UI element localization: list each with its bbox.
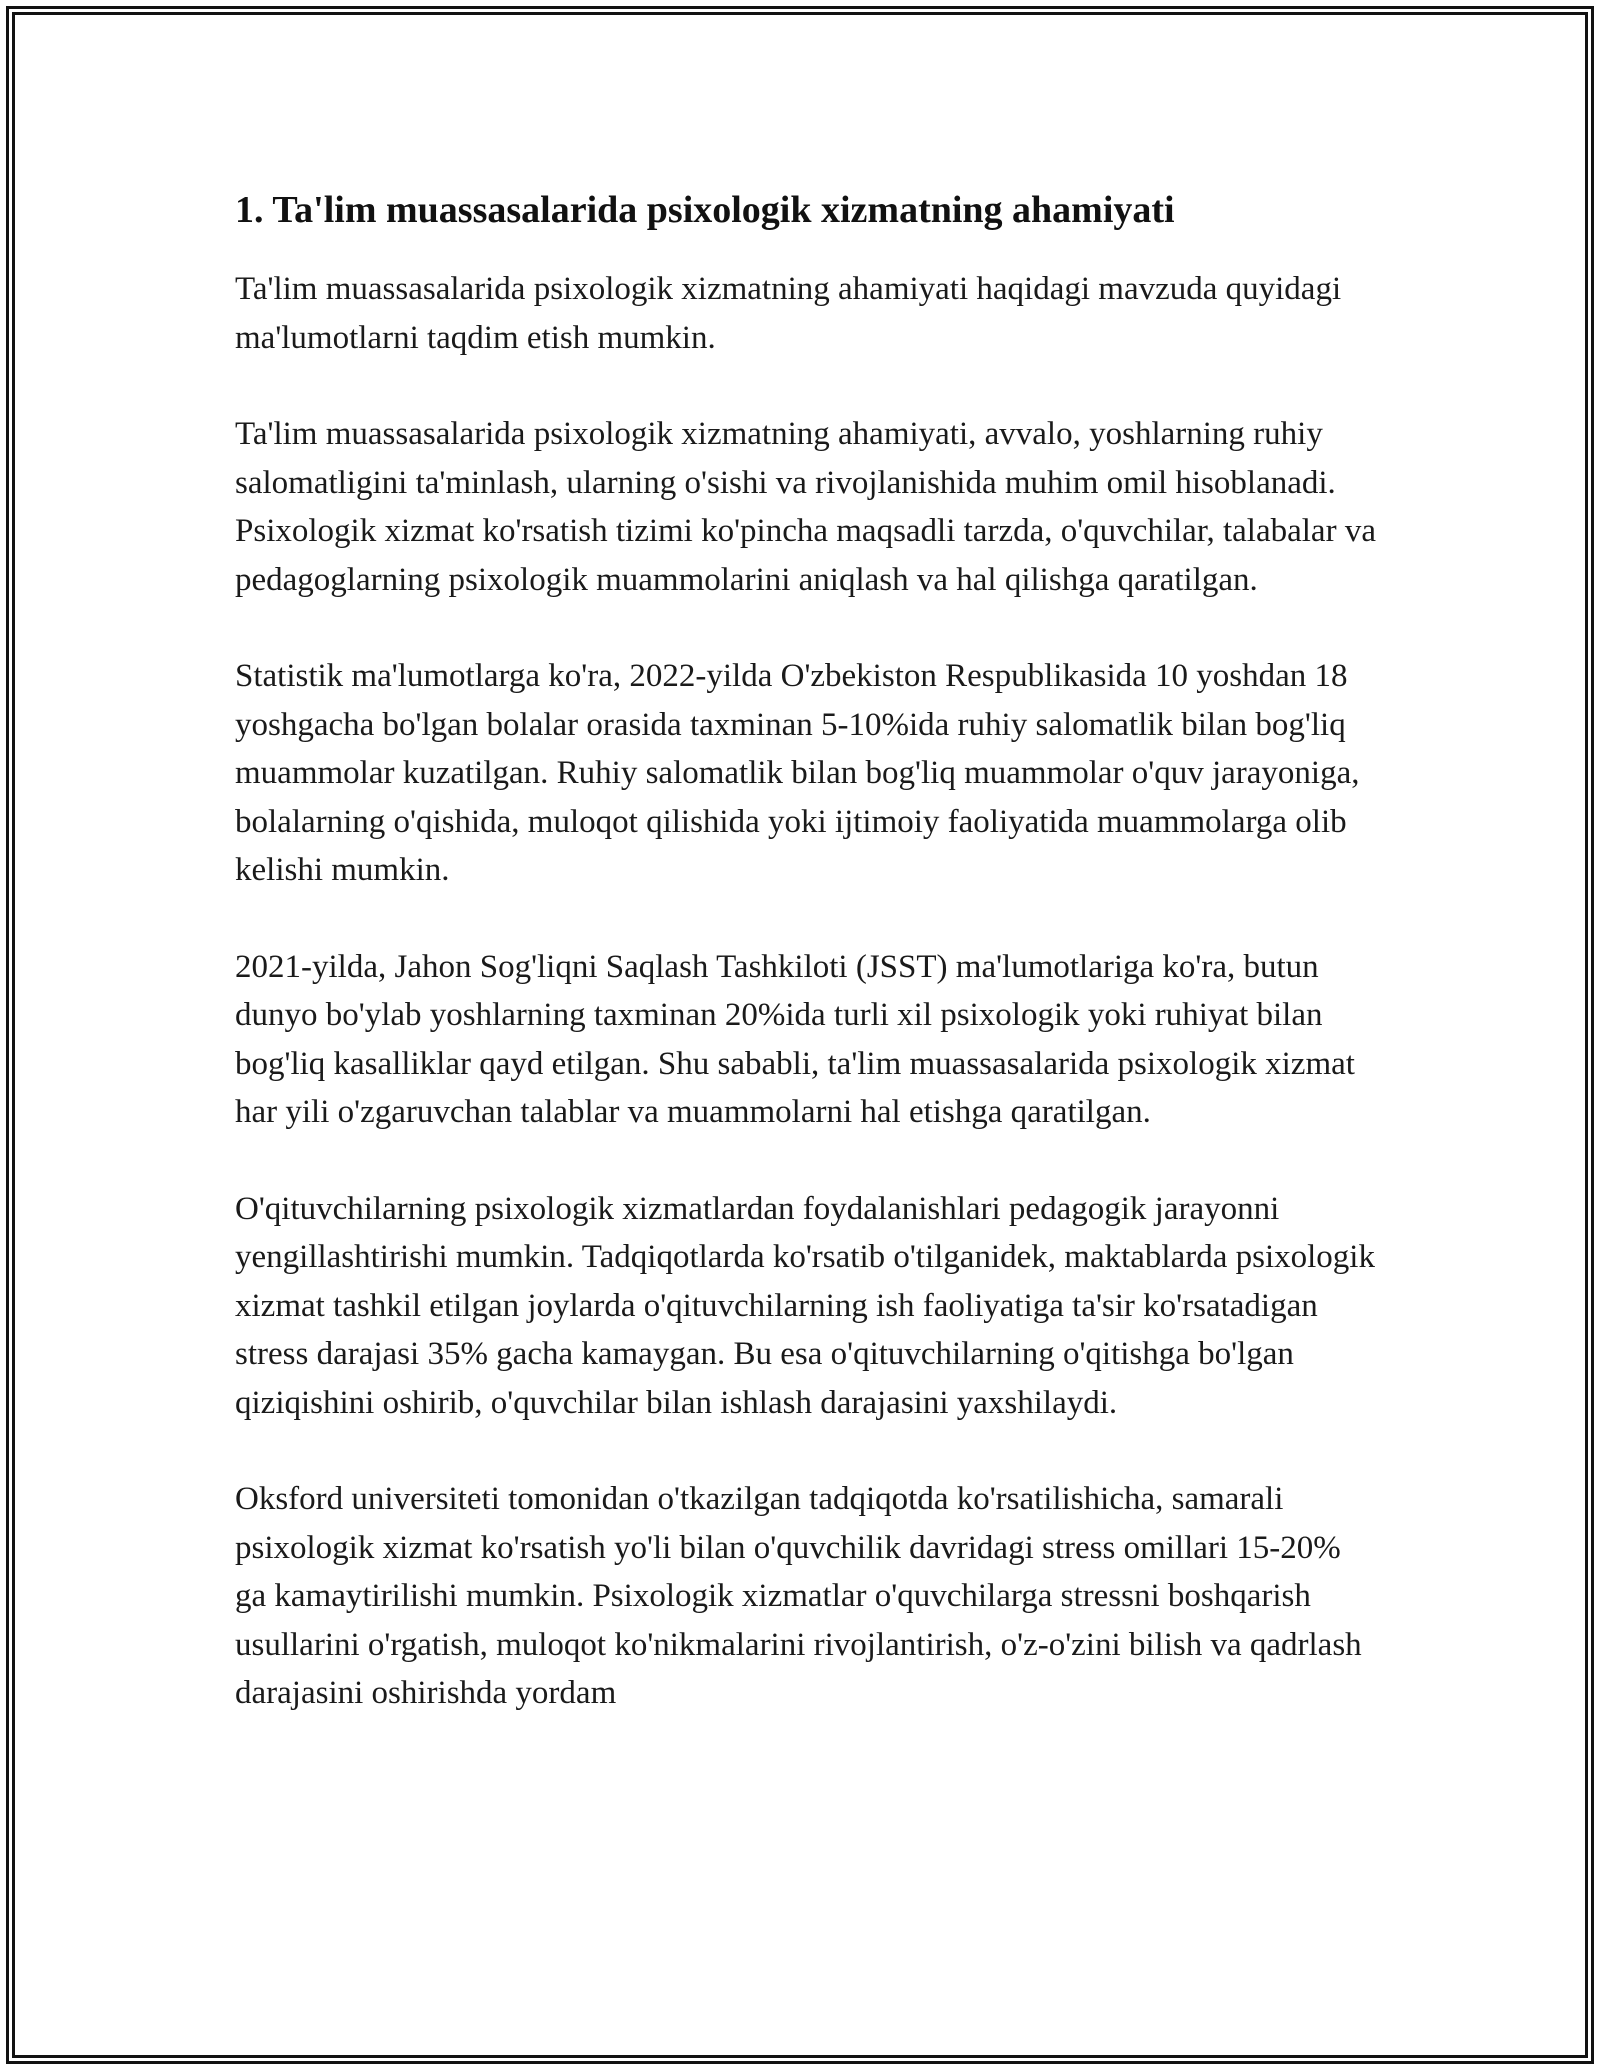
document-body	[235, 186, 1380, 1766]
paragraph-importance: Ta'lim muassasalarida psixologik xizmatning ahamiyati, avvalo, yoshlarning ruhiy salomatligini ta'minlash, ularning o'sishi va rivojlanishida muhim omil hisoblanadi. Psixologik xizmat ko'rsatish tizimi ko'pincha maqsadli tarzda, o'quvchilar, talabalar va pedagoglarning psixologik muammolarini aniqlash va hal qilishga qaratilgan.	[235, 416, 1376, 598]
paragraph-oxford-study: Oksford universiteti tomonidan o'tkazilgan tadqiqotda ko'rsatilishicha, samarali psixologik xizmat ko'rsatish yo'li bilan o'quvchilik davridagi stress omillari 15-20% ga kamaytirilishi mumkin. Psixologik xizmatlar o'quvchilarga stressni boshqarish usullarini o'rgatish, muloqot ko'nikmalarini rivojlantirish, o'z-o'zini bilish va qadrlash darajasini oshirishda yordam	[235, 1481, 1362, 1712]
paragraph-teachers: O'qituvchilarning psixologik xizmatlardan foydalanishlari pedagogik jarayonni yengillashtirishi mumkin. Tadqiqotlarda ko'rsatib o'tilganidek, maktablarda psixologik xizmat tashkil etilgan joylarda o'qituvchilarning ish faoliyatiga ta'sir ko'rsatadigan stress darajasi 35% gacha kamaygan. Bu esa o'qituvchilarning o'qitishga bo'lgan qiziqishini oshirib, o'quvchilar bilan ishlash darajasini yaxshilaydi.	[235, 1190, 1375, 1421]
paragraph-who-data: 2021-yilda, Jahon Sog'liqni Saqlash Tashkiloti (JSST) ma'lumotlariga ko'ra, butun dunyo bo'ylab yoshlarning taxminan 20%ida turli xil psixologik yoki ruhiyat bilan bog'liq kasalliklar qayd etilgan. Shu sababli, ta'lim muassasalarida psixologik xizmat har yili o'zgaruvchan talablar va muammolarni hal etishga qaratilgan.	[235, 948, 1355, 1131]
section-heading: 1. Ta'lim muassasalarida psixologik xizmatning ahamiyati	[235, 189, 1175, 231]
paragraph-intro: Ta'lim muassasalarida psixologik xizmatning ahamiyati haqidagi mavzuda quyidagi ma'lumotlarni taqdim etish mumkin.	[235, 271, 1342, 356]
paragraph-uzbekistan-statistics: Statistik ma'lumotlarga ko'ra, 2022-yilda O'zbekiston Respublikasida 10 yoshdan 18 yoshgacha bo'lgan bolalar orasida taxminan 5-10%ida ruhiy salomatlik bilan bog'liq muammolar kuzatilgan. Ruhiy salomatlik bilan bog'liq muammolar o'quv jarayoniga, bolalarning o'qishida, muloqot qilishida yoki ijtimoiy faoliyatida muammolarga olib kelishi mumkin.	[235, 658, 1360, 889]
